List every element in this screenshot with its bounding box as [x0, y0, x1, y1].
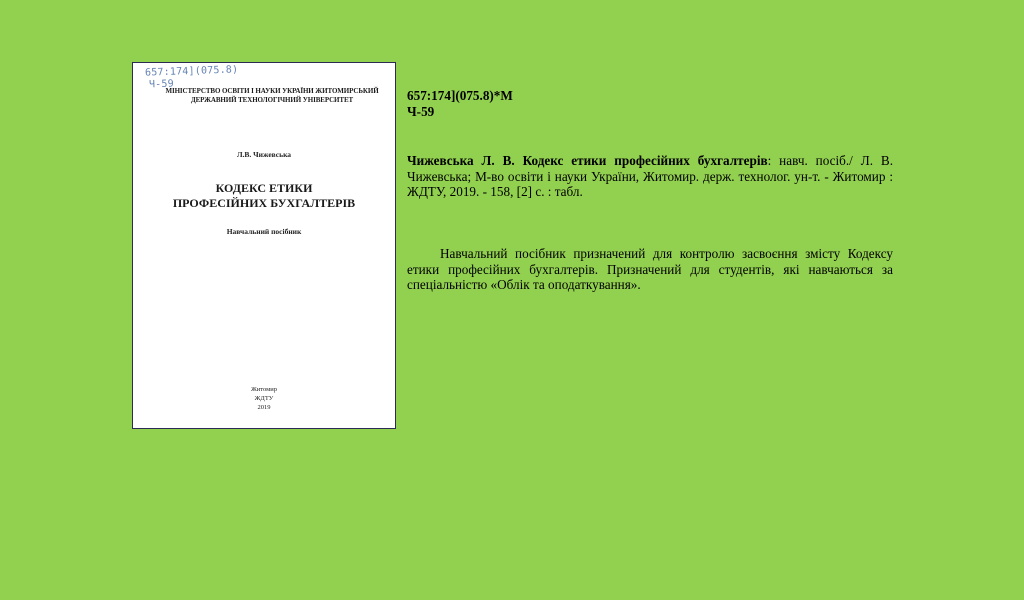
cover-publisher: ЖДТУ	[254, 395, 274, 402]
cover-title-line2: ПРОФЕСІЙНИХ БУХГАЛТЕРІВ	[172, 196, 356, 210]
cover-title-line1: КОДЕКС ЕТИКИ	[215, 181, 313, 195]
handwritten-mark: Ч-59	[148, 78, 175, 91]
cover-ministry: МІНІСТЕРСТВО ОСВІТИ І НАУКИ УКРАЇНИ ЖИТОМИРСЬКИЙ ДЕРЖАВНИЙ ТЕХНОЛОГІЧНИЙ УНІВЕРСИТЕТ	[165, 87, 379, 104]
handwritten-code: 657:174](075.8)	[144, 64, 239, 79]
cover-subtitle: Навчальний посібник	[226, 227, 302, 236]
cover-imprint	[133, 385, 395, 412]
annotation-text: Навчальний посібник призначений для контролю засвоєння змісту Кодексу етики професійних бухгалтерів. Призначений для студентів, які навчаються за спеціальністю «Облік та оподаткування».	[407, 245, 893, 293]
cover-author: Л.В. Чижевська	[236, 150, 292, 159]
cover-city: Житомир	[250, 386, 278, 393]
cover-year: 2019	[257, 404, 271, 411]
cover-title	[133, 181, 395, 211]
entry-author-title: Чижевська Л. В. Кодекс етики професійних бухгалтерів	[407, 153, 768, 169]
book-cover-image	[132, 62, 396, 429]
udc-code: 657:174](075.8)*М	[407, 88, 513, 103]
call-mark: Ч-59	[407, 103, 435, 119]
bibliographic-entry	[407, 153, 893, 200]
entry-details: : навч. посіб./ Л. В. Чижевська; М-во освіти і науки України, Житомир. держ. технолог. ун-т. - Житомир : ЖДТУ, 2019. - 158, [2] с. : табл.	[407, 153, 893, 200]
catalog-record	[407, 88, 893, 293]
